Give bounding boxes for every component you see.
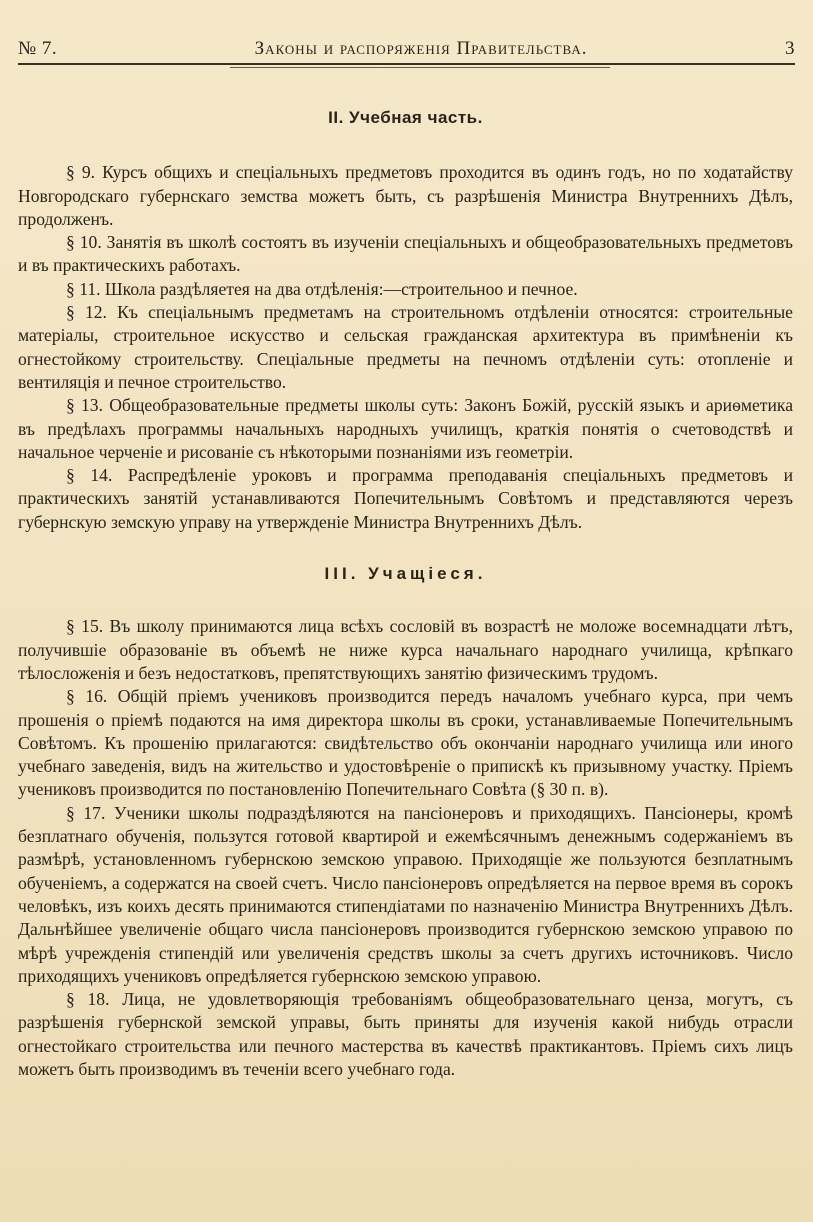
paragraph-11: § 11. Школа раздѣляетея на два отдѣленія:—строительноо и печное.	[66, 278, 578, 299]
section-heading-ii: II. Учебная часть.	[328, 108, 483, 127]
paragraph-12: § 12. Къ спеціальнымъ предметамъ на строительномъ отдѣленіи относятся: строительные матеріалы, строительное искусство и сельская гражданская архитектура въ примѣненіи къ огнестойкому строительству. Спеціальные предметы на печномъ отдѣленіи суть: отопленіе и вентиляція и печное строительство.	[18, 302, 793, 392]
paragraph-9: § 9. Курсъ общихъ и спеціальныхъ предметовъ проходится въ одинъ годъ, но по ходатайству Новгородскаго губернскаго земства можетъ быть, съ разрѣшенія Министра Внутреннихъ Дѣлъ, продолженъ.	[18, 162, 793, 229]
running-header	[18, 30, 795, 60]
paragraph-10: § 10. Занятія въ школѣ состоятъ въ изученіи спеціальныхъ и общеобразовательныхъ предметовъ и въ практическихъ работахъ.	[18, 232, 793, 276]
header-rule	[18, 63, 795, 65]
paragraph-15: § 15. Въ школу принимаются лица всѣхъ сословій въ возрастѣ не моложе восемнадцати лѣтъ, получившіе образованіе въ объемѣ не ниже курса начальнаго народнаго училища, крѣпкаго тѣлосложенія и безъ недостатковъ, препятствующихъ занятію физическимъ трудомъ.	[18, 616, 793, 683]
paragraph-17: § 17. Ученики школы подраздѣляются на пансіонеровъ и приходящихъ. Пансіонеры, кромѣ безплатнаго обученія, пользутся готовой квартирой и ежемѣсячнымъ денежнымъ содержаніемъ въ размѣрѣ, установленномъ губернскою земскою управою. Приходящіе же пользуются безплатнымъ обученіемъ, а содержатся на своей счетъ. Число пансіонеровъ опредѣляется на первое время въ сорокъ человѣкъ, изъ коихъ десять принимаются стипендіатами по назначенію Министра Внутреннихъ Дѣлъ. Дальнѣйшее увеличеніе общаго числа пансіонеровъ производится губернскою земскою управою по мѣрѣ учрежденія стипендій или увеличенія средствъ школы за счетъ другихъ источниковъ. Число приходящихъ учениковъ опредѣляется губернскою земскою управою.	[18, 802, 793, 986]
paragraph-18: § 18. Лица, не удовлетворяющія требованіямъ общеобразовательнаго ценза, могутъ, съ разрѣшенія губернской земской управы, быть приняты для изученія какой нибудь отрасли огнестойкаго строительства или печного мастерства въ качествѣ практикантовъ. Пріемъ сихъ лицъ можетъ быть производимъ въ теченіи всего учебнаго года.	[18, 989, 793, 1079]
section-heading-iii: III. Учащіеся.	[324, 564, 487, 584]
paragraph-14: § 14. Распредѣленіе уроковъ и программа преподаванія спеціальныхъ предметовъ и практическихъ занятій устанавливаются Попечительнымъ Совѣтомъ и представляются черезъ губернскую земскую управу на утвержденіе Министра Внутреннихъ Дѣлъ.	[18, 465, 793, 532]
header-title: Законы и распоряженія Правительства.	[254, 38, 588, 59]
document-body	[18, 100, 793, 1081]
issue-number: № 7.	[18, 38, 58, 59]
paragraph-13: § 13. Общеобразовательные предметы школы суть: Законъ Божій, русскій языкъ и ариѳметика въ предѣлахъ программы начальныхъ народныхъ училищъ, краткія понятія о счетоводствѣ и начальное черченіе и рисованіе съ нѣкоторыми познаніями изъ геометріи.	[18, 395, 793, 462]
header-subrule	[230, 67, 610, 68]
paragraph-16: § 16. Общій пріемъ учениковъ производится передъ началомъ учебнаго курса, при чемъ прошенія о пріемѣ подаются на имя директора школы въ сроки, устанавливаемые Попечительнымъ Совѣтомъ. Къ прошенію прилагаются: свидѣтельство объ окончаніи народнаго училища или иного учебнаго заведенія, видъ на жительство и удостовѣреніе о припискѣ къ призывному участку. Пріемъ учениковъ производится по постановленію Попечительнаго Совѣта (§ 30 п. в).	[18, 686, 793, 800]
page-number: 3	[785, 38, 795, 59]
